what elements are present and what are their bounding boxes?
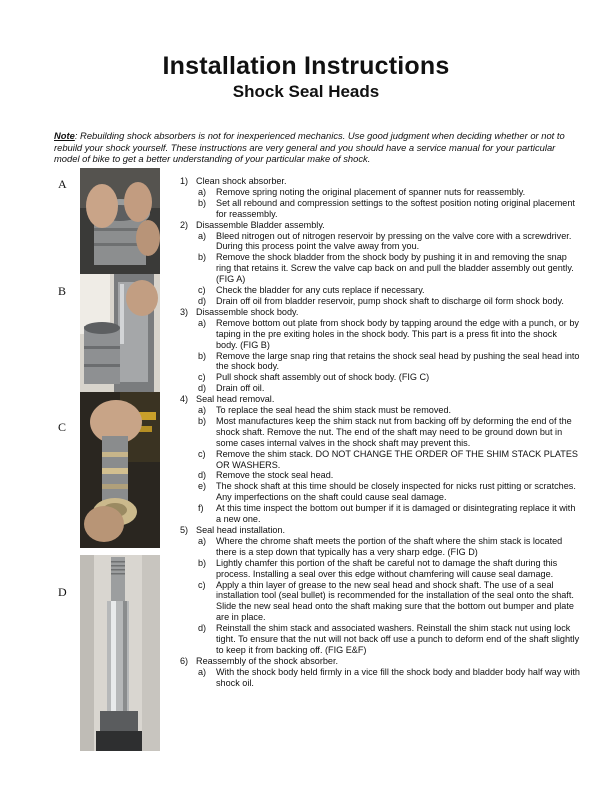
list-item: [180, 187, 580, 198]
sub-text: Pull shock shaft assembly out of shock body. (FIG C): [216, 372, 430, 383]
step-number: 5): [180, 525, 189, 535]
step-1: [180, 176, 580, 220]
sub-letter: a): [198, 230, 207, 241]
step-title: Reassembly of the shock absorber.: [196, 655, 339, 666]
sub-letter: b): [198, 197, 207, 208]
sub-text: Drain off oil from bladder reservoir, pump shock shaft to discharge oil form shock body.: [216, 295, 564, 306]
figure-label-c: C: [58, 420, 67, 434]
step-number: 1): [180, 176, 189, 186]
figure-label-a: A: [58, 177, 67, 191]
sub-letter: f): [198, 503, 204, 514]
sub-letter: b): [198, 252, 207, 263]
sub-text: Reinstall the shim stack and associated washers. Reinstall the shim stack nut using lock tight. To ensure that the nut will not back off use a punch to deform end of the shaft slightly to keep it from backing off. (FIG E&F): [216, 623, 580, 655]
step-title: Disassemble Bladder assembly.: [196, 219, 325, 230]
step-number: 3): [180, 306, 189, 317]
list-item: [180, 351, 580, 373]
sub-letter: a): [198, 535, 207, 546]
step-title: Disassemble shock body.: [196, 306, 299, 317]
sub-text: Drain off oil.: [216, 383, 265, 394]
sub-letter: d): [198, 470, 207, 481]
sub-text: At this time inspect the bottom out bumper if it is damaged or disintegrating replace it with a new one.: [216, 503, 576, 525]
sub-letter: b): [198, 350, 207, 361]
list-item: [180, 296, 580, 307]
sub-letter: a): [198, 317, 207, 328]
figure-b-photo: [80, 274, 160, 392]
page-title: Installation Instructions: [162, 52, 450, 80]
sub-text: Remove the stock seal head.: [216, 470, 334, 481]
sub-letter: c): [198, 372, 206, 383]
step-number: 4): [180, 394, 189, 405]
note-paragraph: [54, 130, 578, 165]
sub-letter: a): [198, 405, 207, 416]
sub-letter: d): [198, 623, 207, 634]
sub-text: Remove the shim stack. DO NOT CHANGE THE ORDER OF THE SHIM STACK PLATES OR WASHERS.: [216, 448, 578, 470]
list-item: [180, 383, 580, 394]
sub-letter: c): [198, 448, 206, 459]
figure-a-photo: [80, 168, 160, 274]
step-2: [180, 220, 580, 307]
sub-text: Most manufactures keep the shim stack nut from backing off by deforming the end of the shock shaft. Remove the nut. The end of the shaft may need to be ground down but in some cases internal valves in the shock shaft may prevent this.: [216, 415, 572, 448]
sub-text: Check the bladder for any cuts replace if necessary.: [216, 285, 425, 296]
sub-text: Remove bottom out plate from shock body by tapping around the edge with a punch, or by taping in the pre exiting holes in the shock body. This part is a press fit into the shock body. (FIG B): [216, 317, 579, 350]
list-item: [180, 252, 580, 285]
step-title: Clean shock absorber.: [196, 176, 287, 186]
list-item: [180, 503, 580, 525]
list-item: [180, 623, 580, 656]
sub-letter: b): [198, 415, 207, 426]
list-item: [180, 285, 580, 296]
note-label: Note: [54, 130, 75, 141]
sub-letter: e): [198, 481, 207, 492]
figure-label-d: D: [58, 585, 67, 599]
note-text: : Rebuilding shock absorbers is not for inexperienced mechanics. Use good judgment when deciding whether or not to rebuild your shock yourself. These instructions are very general and you should have a service manual for your particular model of bike to get a better understanding of your particular make of shock.: [54, 130, 565, 164]
figure-c-photo: [80, 392, 160, 548]
list-item: [180, 558, 580, 580]
step-4: [180, 394, 580, 525]
list-item: [180, 405, 580, 416]
step-3: [180, 307, 580, 394]
sub-text: Apply a thin layer of grease to the new seal head and shock shaft. The use of a seal installation tool (seal bullet) is recommended for the installation of the seal onto the shaft. Slide the new seal head onto the shaft making sure that the bottom out bumper and plate are in place.: [216, 579, 574, 623]
sub-text: Set all rebound and compression settings to the softest position noting original placement for reassembly.: [216, 197, 575, 219]
sub-text: Lightly chamfer this portion of the shaft be careful not to damage the shaft during this process. Installing a seal over this edge without chamfering will cause seal damage.: [216, 557, 558, 579]
figure-label-b: B: [58, 284, 67, 298]
step-5: [180, 525, 580, 656]
page-subtitle: Shock Seal Heads: [232, 82, 380, 101]
list-item: [180, 481, 580, 503]
list-item: [180, 372, 580, 383]
step-title: Seal head installation.: [196, 525, 285, 535]
figure-d-photo: [80, 555, 160, 751]
list-item: [180, 667, 580, 689]
sub-letter: c): [198, 579, 206, 590]
list-item: [180, 580, 580, 624]
sub-text: To replace the seal head the shim stack must be removed.: [216, 405, 452, 416]
list-item: [180, 416, 580, 449]
sub-text: Bleed nitrogen out of nitrogen reservoir by pressing on the valve core with a screwdriver. During this process point the valve away from you.: [216, 230, 572, 252]
list-item: [180, 449, 580, 471]
step-6: [180, 656, 580, 689]
sub-letter: c): [198, 285, 206, 296]
list-item: [180, 536, 580, 558]
instruction-steps: [180, 176, 580, 689]
sub-letter: d): [198, 295, 207, 306]
step-number: 2): [180, 219, 189, 230]
list-item: [180, 470, 580, 481]
sub-text: The shock shaft at this time should be closely inspected for nicks rust pitting or scratches. Any imperfections on the shaft could cause seal damage.: [216, 481, 576, 503]
sub-text: Remove the shock bladder from the shock body by pushing it in and removing the snap ring that retains it. Screw the valve cap back on and pull the bladder assembly out gently. (FIG A): [216, 252, 574, 285]
sub-text: Remove spring noting the original placement of spanner nuts for reassembly.: [216, 186, 526, 197]
sub-letter: a): [198, 666, 207, 677]
sub-letter: b): [198, 557, 207, 568]
sub-text: Remove the large snap ring that retains the shock seal head by pushing the seal head into the shock body.: [216, 350, 580, 372]
list-item: [180, 318, 580, 351]
list-item: [180, 231, 580, 253]
step-title: Seal head removal.: [196, 394, 275, 405]
sub-letter: a): [198, 186, 207, 197]
list-item: [180, 198, 580, 220]
step-number: 6): [180, 655, 189, 666]
sub-text: Where the chrome shaft meets the portion of the shaft where the shim stack is located there is a step down that typically has a very sharp edge. (FIG D): [216, 535, 563, 557]
sub-letter: d): [198, 383, 207, 394]
sub-text: With the shock body held firmly in a vice fill the shock body and bladder body half way with shock oil.: [216, 666, 580, 688]
